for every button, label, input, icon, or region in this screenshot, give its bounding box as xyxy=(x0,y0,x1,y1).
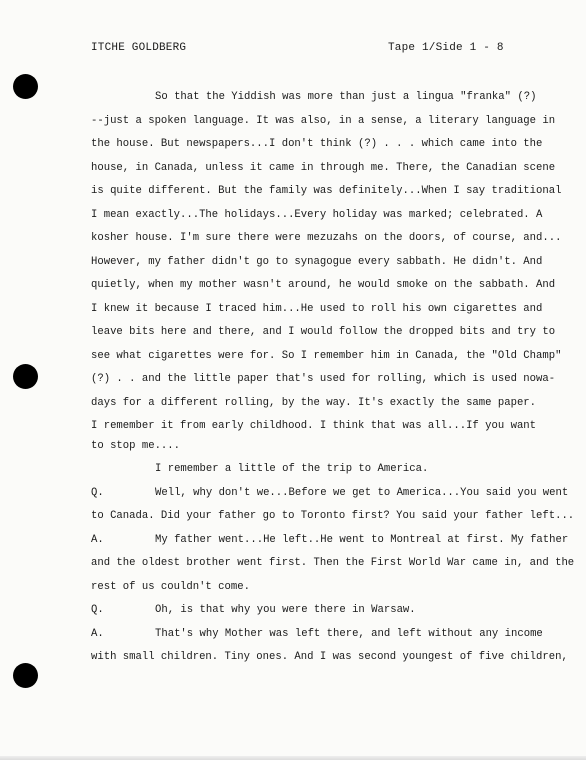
text-line: days for a different rolling, by the way. It's exactly the same paper. xyxy=(91,397,537,409)
text-line: So that the Yiddish was more than just a lingua "franka" (?) xyxy=(155,91,537,103)
text-line: rest of us couldn't come. xyxy=(91,581,250,593)
text-line: with small children. Tiny ones. And I was second youngest of five children, xyxy=(91,651,568,663)
text-line: (?) . . and the little paper that's used for rolling, which is used nowa- xyxy=(91,373,556,385)
text-line: to Canada. Did your father go to Toronto first? You said your father left... xyxy=(91,510,575,522)
speaker-label-q: Q. xyxy=(91,604,104,616)
speaker-label-a: A. xyxy=(91,628,104,640)
speaker-label-a: A. xyxy=(91,534,104,546)
text-line: see what cigarettes were for. So I remember him in Canada, the "Old Champ" xyxy=(91,350,562,362)
text-line: I knew it because I traced him...He used to roll his own cigarettes and xyxy=(91,303,543,315)
text-line: leave bits here and there, and I would follow the dropped bits and try to xyxy=(91,326,556,338)
text-line: I remember a little of the trip to America. xyxy=(155,463,429,475)
text-line: house, in Canada, unless it came in through me. There, the Canadian scene xyxy=(91,162,556,174)
text-line: --just a spoken language. It was also, in a sense, a literary language in xyxy=(91,115,556,127)
punch-hole xyxy=(13,364,38,389)
text-line: That's why Mother was left there, and left without any income xyxy=(155,628,543,640)
header-name: ITCHE GOLDBERG xyxy=(91,42,187,54)
text-line: quietly, when my mother wasn't around, he would smoke on the sabbath. And xyxy=(91,279,556,291)
text-line: I remember it from early childhood. I think that was all...If you want xyxy=(91,420,537,432)
speaker-label-q: Q. xyxy=(91,487,104,499)
text-line: However, my father didn't go to synagogue every sabbath. He didn't. And xyxy=(91,256,543,268)
text-line: kosher house. I'm sure there were mezuzahs on the doors, of course, and... xyxy=(91,232,562,244)
text-line: My father went...He left..He went to Montreal at first. My father xyxy=(155,534,569,546)
text-line: Well, why don't we...Before we get to America...You said you went xyxy=(155,487,569,499)
text-line: I mean exactly...The holidays...Every holiday was marked; celebrated. A xyxy=(91,209,543,221)
page-bottom-edge xyxy=(0,756,586,760)
header-tape: Tape 1/Side 1 - 8 xyxy=(388,42,504,54)
text-line: Oh, is that why you were there in Warsaw. xyxy=(155,604,416,616)
text-line: the house. But newspapers...I don't think (?) . . . which came into the xyxy=(91,138,543,150)
punch-hole xyxy=(13,663,38,688)
text-line: and the oldest brother went first. Then the First World War came in, and the xyxy=(91,557,575,569)
text-line: to stop me.... xyxy=(91,440,181,452)
punch-hole xyxy=(13,74,38,99)
text-line: is quite different. But the family was definitely...When I say traditional xyxy=(91,185,562,197)
